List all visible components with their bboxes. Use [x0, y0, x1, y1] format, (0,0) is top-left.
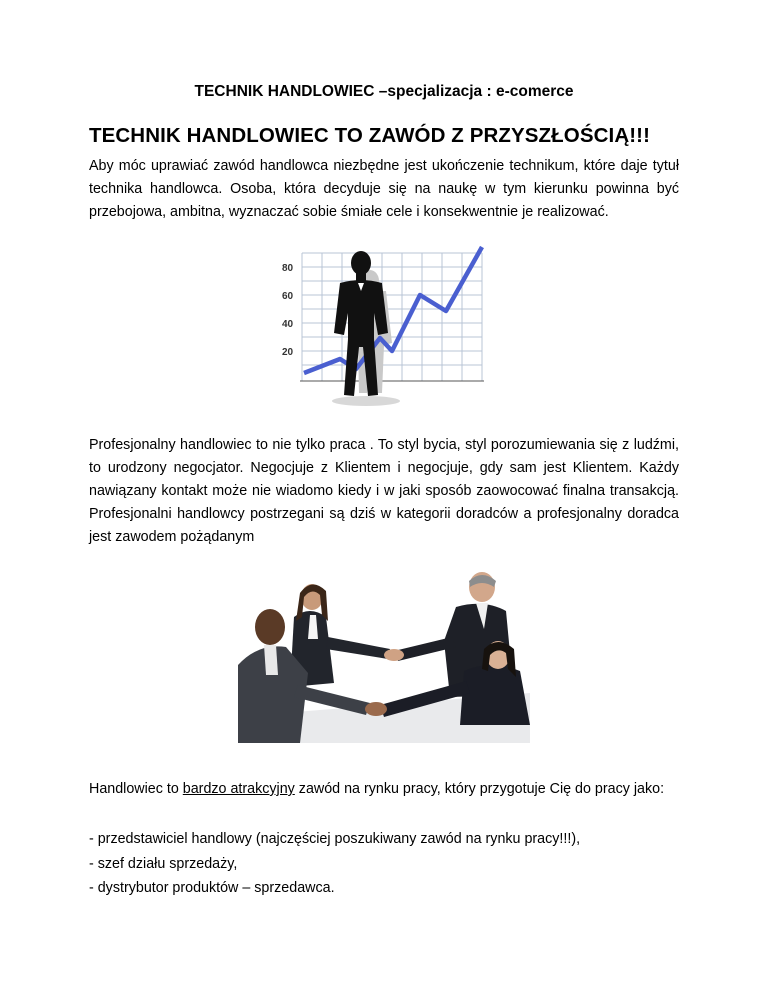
paragraph-intro: Aby móc uprawiać zawód handlowca niezbędne jest ukończenie technikum, które daje tytuł technika handlowca. Osoba, która decyduje się na naukę w tym kierunku powinna być przebojowa, ambitna, wyznaczać sobie śmiałe cele i konsekwentnie je realizować.: [89, 158, 679, 220]
section-heading: TECHNIK HANDLOWIEC TO ZAWÓD Z PRZYSZŁOŚCIĄ!!!: [89, 124, 651, 147]
growth-chart-illustration: [270, 243, 498, 413]
rising-trend-line: [304, 247, 482, 373]
list-item: - szef działu sprzedaży,: [89, 856, 238, 872]
tick-label-20: 20: [282, 347, 294, 358]
tick-label-60: 60: [282, 291, 294, 302]
underlined-phrase: bardzo atrakcyjny: [182, 781, 295, 797]
tick-label-40: 40: [282, 319, 294, 330]
tick-label-80: 80: [282, 263, 294, 274]
list-item: - przedstawiciel handlowy (najczęściej poszukiwany zawód na rynku pracy!!!),: [89, 831, 581, 847]
paragraph-career-text-end: zawód na rynku pracy, który przygotuje Cię do pracy jako:: [294, 781, 665, 797]
paragraph-professional: Profesjonalny handlowiec to nie tylko praca . To styl bycia, styl porozumiewania się z ludźmi, to urodzony negocjator. Negocjuje z Klientem i negocjuje, gdy sam jest Klientem. Każdy nawiązany kontakt może nie wiadomo kiedy i w jaki sposób zaowocować finalna transakcją. Profesjonalni handlowcy postrzegani są dziś w kategorii doradców a profesjonalny doradca jest zawodem pożądanym: [89, 437, 679, 545]
handshake-photo: [238, 565, 530, 743]
paragraph-career: [89, 778, 679, 801]
paragraph-career-text-start: Handlowiec to: [89, 781, 183, 797]
document-title: TECHNIK HANDLOWIEC –specjalizacja : e-comerce: [194, 83, 574, 100]
list-item: - dystrybutor produktów – sprzedawca.: [89, 880, 335, 896]
floor-shadow: [332, 396, 400, 406]
